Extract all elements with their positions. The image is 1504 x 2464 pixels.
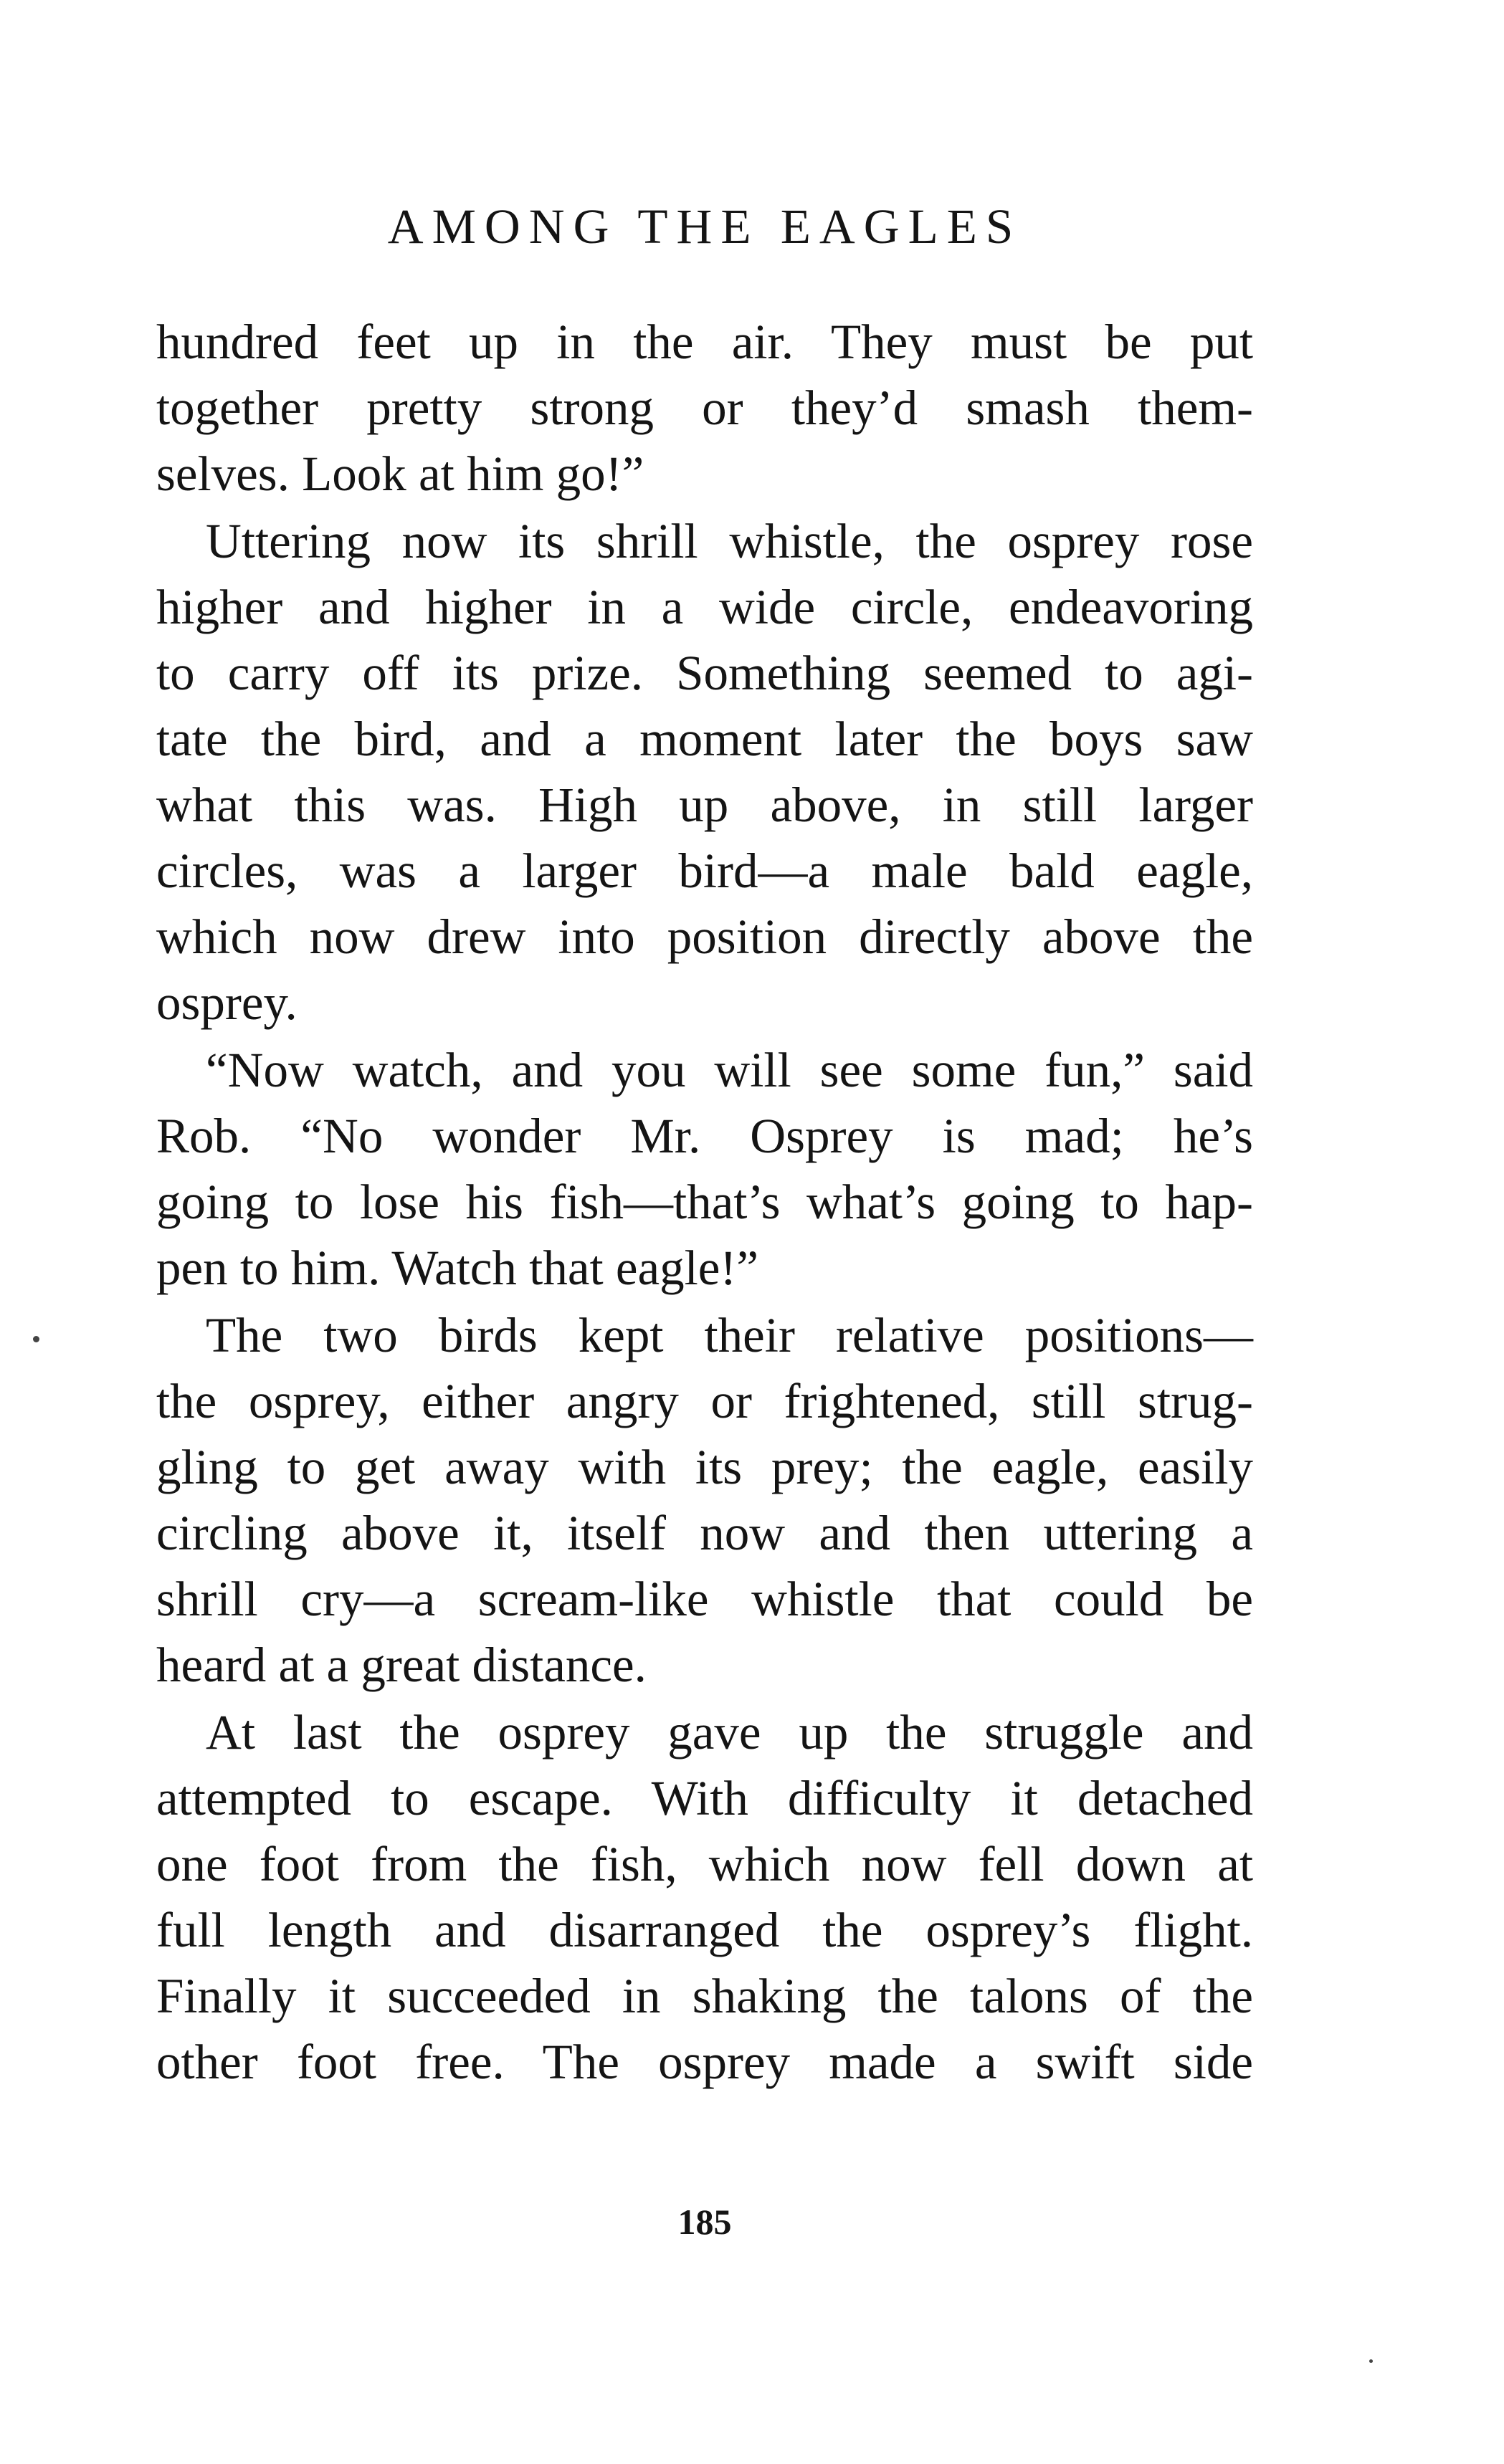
text-line: higher and higher in a wide circle, endeavoring xyxy=(156,580,1253,634)
paragraph-first-line: At last the osprey gave up the struggle and xyxy=(206,1705,1253,1759)
text-line: which now drew into position directly above the xyxy=(156,909,1253,964)
text-line: one foot from the fish, which now fell down at xyxy=(156,1837,1253,1891)
text-line: the osprey, either angry or frightened, still strug- xyxy=(156,1374,1253,1428)
text-line: gling to get away with its prey; the eagle, easily xyxy=(156,1440,1253,1494)
text-line: going to lose his fish—that’s what’s going to hap- xyxy=(156,1175,1253,1229)
text-line: together pretty strong or they’d smash them- xyxy=(156,381,1253,435)
scan-speck xyxy=(1369,2359,1373,2363)
text-line: hundred feet up in the air. They must be put xyxy=(156,315,1253,369)
page-number: 185 xyxy=(677,2202,732,2242)
paragraph-first-line: The two birds kept their relative positions— xyxy=(206,1308,1253,1362)
text-line: heard at a great distance. xyxy=(156,1638,647,1692)
text-line: Finally it succeeded in shaking the talons of the xyxy=(156,1969,1253,2023)
text-line: osprey. xyxy=(156,975,298,1030)
paragraph-first-line: Uttering now its shrill whistle, the osprey rose xyxy=(206,514,1253,568)
text-line: to carry off its prize. Something seemed to agi- xyxy=(156,646,1253,700)
text-line: Rob. “No wonder Mr. Osprey is mad; he’s xyxy=(156,1109,1253,1163)
text-line: full length and disarranged the osprey’s flight. xyxy=(156,1903,1253,1957)
text-line: tate the bird, and a moment later the boys saw xyxy=(156,712,1253,766)
text-line: what this was. High up above, in still larger xyxy=(156,778,1253,832)
text-line: pen to him. Watch that eagle!” xyxy=(156,1241,759,1295)
paragraph-first-line: “Now watch, and you will see some fun,” said xyxy=(206,1043,1253,1097)
running-head: AMONG THE EAGLES xyxy=(387,199,1022,254)
text-line: other foot free. The osprey made a swift side xyxy=(156,2035,1253,2089)
text-line: attempted to escape. With difficulty it detached xyxy=(156,1771,1253,1825)
text-line: circling above it, itself now and then uttering a xyxy=(156,1506,1253,1560)
scan-speck xyxy=(33,1336,39,1342)
text-line: selves. Look at him go!” xyxy=(156,447,644,501)
text-line: circles, was a larger bird—a male bald eagle, xyxy=(156,844,1253,898)
text-line: shrill cry—a scream-like whistle that could be xyxy=(156,1572,1253,1626)
